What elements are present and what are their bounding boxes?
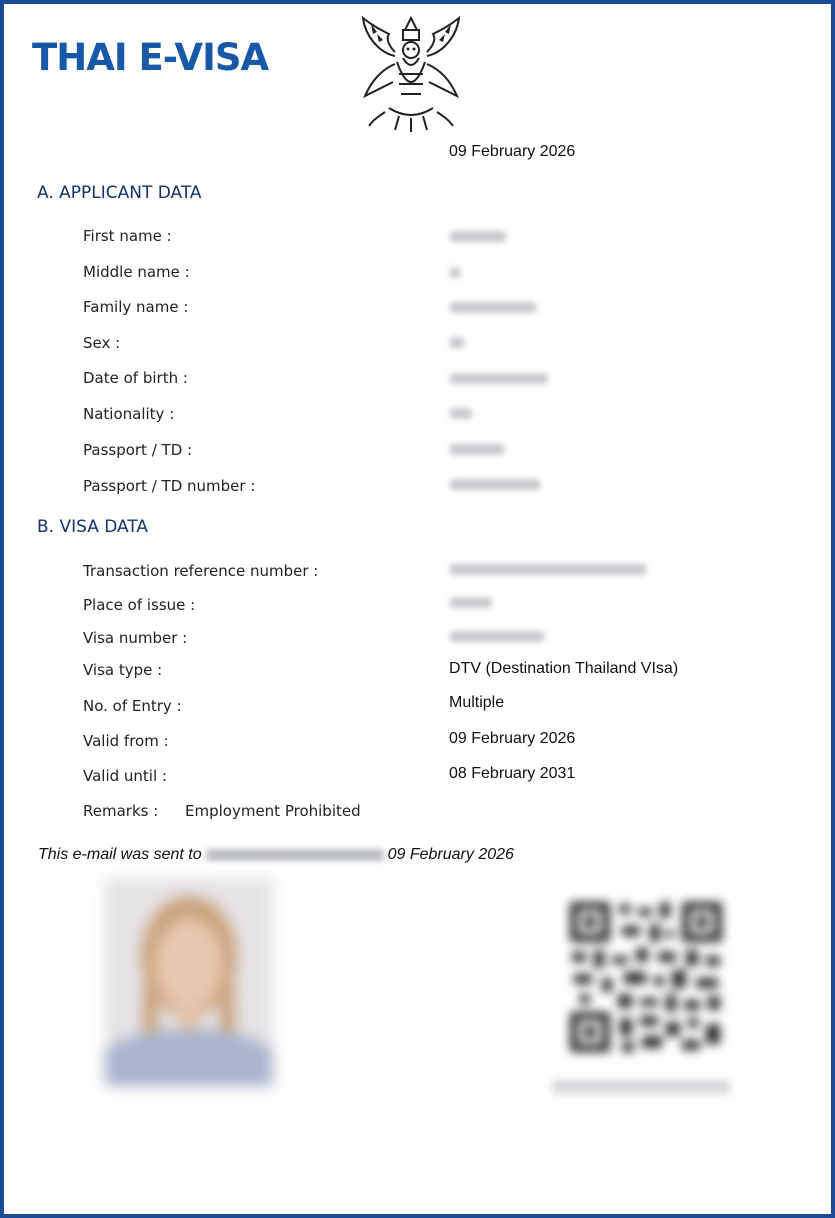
label-date-of-birth: Date of birth : <box>83 369 188 387</box>
redacted-visa-number <box>450 631 544 642</box>
garuda-emblem-icon <box>355 12 467 134</box>
label-family-name: Family name : <box>83 298 189 316</box>
sent-date: 09 February 2026 <box>387 846 514 863</box>
sent-prefix: This e-mail was sent to <box>38 846 202 863</box>
value-valid-until: 08 February 2031 <box>449 765 576 782</box>
label-visa-number: Visa number : <box>83 629 188 647</box>
label-passport-number: Passport / TD number : <box>83 477 256 495</box>
label-remarks: Remarks : <box>83 802 159 820</box>
redacted-first-name <box>450 231 506 242</box>
redacted-place-of-issue <box>450 597 492 608</box>
redacted-qr-caption <box>552 1080 730 1094</box>
qr-code <box>566 898 726 1056</box>
redacted-nationality <box>450 408 472 419</box>
label-valid-until: Valid until : <box>83 767 167 785</box>
label-first-name: First name : <box>83 227 172 245</box>
value-entry-count: Multiple <box>449 694 505 711</box>
redacted-passport-number <box>450 479 540 490</box>
applicant-photo <box>105 878 273 1086</box>
redacted-passport-td <box>450 444 504 455</box>
label-sex: Sex : <box>83 334 121 352</box>
label-transaction-ref: Transaction reference number : <box>83 562 319 580</box>
issue-date: 09 February 2026 <box>449 143 576 160</box>
section-applicant-title: A. APPLICANT DATA <box>37 183 202 203</box>
redacted-sex <box>450 337 464 348</box>
redacted-email <box>206 849 384 861</box>
redacted-date-of-birth <box>450 373 548 384</box>
sent-notice <box>38 846 514 864</box>
label-entry-count: No. of Entry : <box>83 697 182 715</box>
brand-title: THAI E-VISA <box>32 36 269 79</box>
redacted-middle-name <box>450 267 460 278</box>
value-visa-type: DTV (Destination Thailand VIsa) <box>449 660 679 677</box>
redacted-family-name <box>450 302 536 313</box>
value-remarks: Employment Prohibited <box>185 802 361 820</box>
label-place-of-issue: Place of issue : <box>83 596 196 614</box>
section-visa-title: B. VISA DATA <box>37 517 149 537</box>
label-middle-name: Middle name : <box>83 263 190 281</box>
label-nationality: Nationality : <box>83 405 175 423</box>
value-valid-from: 09 February 2026 <box>449 730 576 747</box>
label-valid-from: Valid from : <box>83 732 169 750</box>
redacted-transaction-ref <box>450 564 646 575</box>
label-passport-td: Passport / TD : <box>83 441 193 459</box>
label-visa-type: Visa type : <box>83 661 163 679</box>
